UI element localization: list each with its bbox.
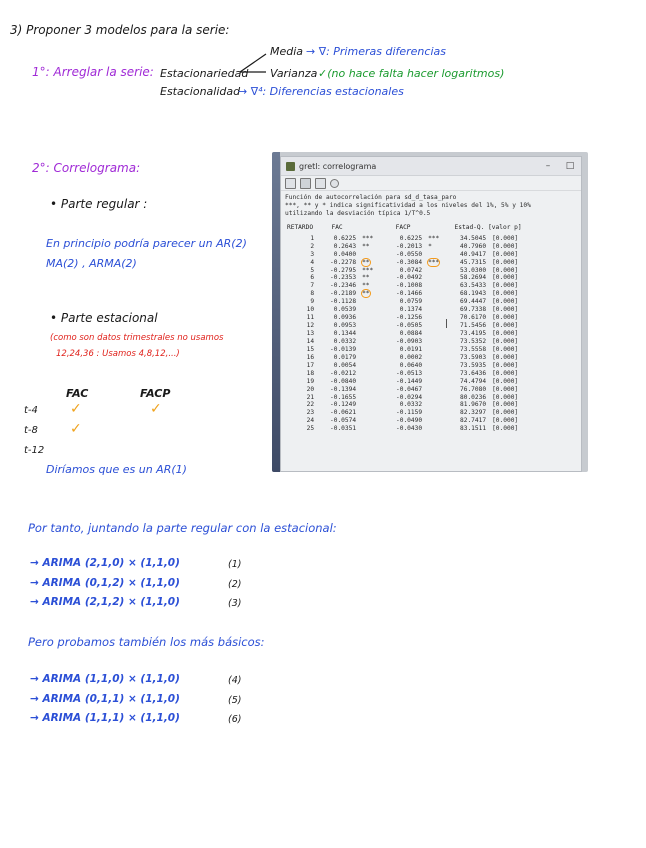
facp-sig-cell — [425, 282, 449, 290]
regular-line1: En principio podría parecer un AR(2) — [46, 237, 247, 250]
lag-cell: 4 — [310, 258, 315, 266]
fac-cell: -0.2189 — [330, 290, 357, 298]
acf-row — [285, 362, 529, 370]
q-cell: 83.1511 — [460, 425, 487, 433]
facp-cell: -0.0430 — [396, 425, 423, 433]
acf-row — [285, 267, 529, 275]
fac-sig-cell — [359, 370, 383, 378]
lag-cell: 13 — [306, 330, 315, 337]
facp-cell: -0.0492 — [396, 274, 423, 282]
fac-sig-cell — [359, 330, 383, 338]
q-cell: 40.9417 — [460, 250, 487, 258]
gretl-window — [280, 156, 582, 472]
q-cell: 69.4447 — [460, 298, 487, 306]
lag-cell: 7 — [310, 282, 315, 290]
acf-row — [285, 394, 529, 402]
fac-cell: 0.0179 — [333, 353, 357, 361]
fac-sig-cell — [359, 362, 383, 370]
fac-cell: -0.2346 — [330, 282, 357, 290]
fac-sig-cell — [359, 322, 383, 330]
acf-row — [285, 235, 529, 243]
facp-cell: 0.0884 — [399, 330, 423, 337]
fac-cell: -0.2278 — [330, 258, 357, 266]
fac-cell: -0.1128 — [330, 298, 357, 306]
text-cursor — [446, 319, 447, 328]
facp-cell: -0.0467 — [396, 385, 423, 393]
fac-cell: 0.0400 — [333, 250, 357, 258]
fac-sig-cell — [359, 259, 383, 267]
arrow-icon: → — [30, 712, 43, 724]
highlight-circle: ** — [362, 258, 370, 266]
facp-sig-cell: * — [428, 242, 432, 250]
highlight-circle: ** — [362, 290, 370, 298]
conclusion: Diríamos que es un AR(1) — [46, 463, 187, 476]
lag-cell: 15 — [306, 345, 315, 353]
gretl-console — [281, 191, 581, 436]
q-cell: 76.7080 — [460, 385, 487, 393]
estacionariedad-label: Estacionariedad — [160, 67, 249, 80]
basic-num-6: (6) — [228, 714, 242, 725]
facp-sig-cell — [425, 267, 449, 275]
maximize-button[interactable]: □ — [565, 161, 575, 171]
fac-sig-cell — [359, 298, 383, 306]
combine-num-3: (3) — [228, 598, 242, 609]
acf-row — [285, 354, 529, 362]
pvalue-cell: [0.000] — [492, 330, 519, 337]
check-facp-t4: ✓ — [150, 401, 162, 417]
pvalue-cell: [0.000] — [492, 377, 519, 385]
fac-cell: -0.0139 — [330, 345, 357, 353]
fac-sig-cell — [359, 386, 383, 394]
lag-cell: 19 — [306, 377, 315, 385]
save-icon[interactable] — [285, 178, 296, 189]
pvalue-cell: [0.000] — [492, 361, 519, 369]
pvalue-cell: [0.000] — [492, 290, 519, 298]
copy-icon[interactable] — [315, 178, 326, 189]
lag-cell: 3 — [310, 250, 315, 258]
lag-cell: 16 — [306, 353, 315, 361]
pvalue-cell: [0.000] — [492, 417, 519, 425]
fac-cell: -0.1249 — [330, 401, 357, 409]
acf-table — [285, 224, 529, 434]
facp-sig-cell — [425, 401, 449, 409]
q-cell: 80.0236 — [460, 393, 487, 401]
fac-sig-cell: ** — [362, 274, 370, 282]
pvalue-cell: [0.000] — [492, 314, 519, 322]
facp-sig-cell — [425, 362, 449, 370]
pvalue-cell: [0.000] — [492, 385, 519, 393]
pvalue-cell: [0.000] — [492, 353, 519, 361]
fac-cell: 0.1344 — [333, 330, 357, 337]
facp-cell: -0.0490 — [396, 417, 423, 425]
seasonal-note1: (como son datos trimestrales no usamos — [50, 333, 224, 343]
acf-row — [285, 409, 529, 417]
step2-label: 2°: Correlograma: — [32, 161, 141, 175]
lag-cell: 23 — [306, 409, 315, 417]
facp-sig-cell — [425, 298, 449, 306]
q-cell: 71.5456 — [460, 322, 487, 330]
fac-sig-cell — [359, 251, 383, 259]
facp-cell: 0.0759 — [399, 298, 423, 306]
gretl-app-icon — [286, 162, 295, 171]
acf-row — [285, 274, 529, 282]
pvalue-cell: [0.000] — [492, 234, 519, 242]
q-cell: 68.1943 — [460, 290, 487, 298]
pvalue-cell: [0.000] — [492, 337, 519, 345]
facp-cell: -0.2013 — [396, 242, 423, 250]
lag-cell: 12 — [306, 322, 315, 330]
facp-cell: 0.0002 — [399, 353, 423, 361]
col-estad-q: Estad-Q. [valor p] — [454, 223, 522, 231]
arrow-icon: → — [30, 693, 43, 705]
console-line-1: Función de autocorrelación para sd_d_tasa_paro — [285, 194, 457, 201]
fac-cell: 0.0054 — [333, 361, 357, 369]
facp-sig-cell — [425, 346, 449, 354]
arrow-icon: → — [30, 673, 43, 685]
pvalue-cell: [0.000] — [492, 250, 519, 258]
lag-cell: 9 — [310, 298, 315, 306]
basic-title: Pero probamos también los más básicos: — [28, 635, 265, 649]
acf-row — [285, 251, 529, 259]
facp-sig-cell — [425, 370, 449, 378]
basic-model-6: → ARIMA (1,1,1) × (1,1,0) — [30, 712, 180, 724]
q-cell: 73.4195 — [460, 330, 487, 337]
acf-row — [285, 425, 529, 433]
q-cell: 73.5352 — [460, 337, 487, 345]
combine-num-2: (2) — [228, 579, 242, 590]
photo-edge — [272, 152, 280, 472]
fac-cell: -0.0574 — [330, 417, 357, 425]
regular-title: • Parte regular : — [50, 197, 148, 211]
facp-cell: -0.1256 — [396, 314, 423, 322]
step1-label: 1°: Arreglar la serie: — [32, 65, 154, 79]
lag-cell: 10 — [306, 306, 315, 314]
lag-t4: t-4 — [24, 405, 38, 416]
combine-title: Por tanto, juntando la parte regular con la estacional: — [28, 521, 337, 535]
check-fac-t8: ✓ — [70, 421, 82, 437]
facp-sig-cell — [425, 338, 449, 346]
acf-row — [285, 306, 529, 314]
lag-cell: 8 — [310, 290, 315, 298]
facp-sig-cell — [425, 251, 449, 259]
facp-cell: -0.1159 — [396, 409, 423, 417]
facp-cell: -0.3084 — [396, 258, 423, 266]
check-fac-t4: ✓ — [70, 401, 82, 417]
col-facp-sig — [425, 224, 449, 235]
q-cell: 58.2694 — [460, 274, 487, 282]
regular-line2: MA(2) , ARMA(2) — [46, 257, 137, 270]
fac-cell: 0.0539 — [333, 306, 357, 314]
fac-sig-cell — [359, 290, 383, 298]
facp-cell: -0.0294 — [396, 393, 423, 401]
fac-header: FAC — [66, 387, 89, 400]
facp-cell: 0.6225 — [399, 234, 423, 242]
facp-sig-cell — [425, 425, 449, 433]
facp-cell: -0.1466 — [396, 290, 423, 298]
basic-num-4: (4) — [228, 675, 242, 686]
acf-row — [285, 314, 529, 322]
estacionalidad-arrow-text: → ∇⁴: Diferencias estacionales — [238, 85, 404, 98]
lag-t8: t-8 — [24, 425, 38, 436]
estacionalidad-label: Estacionalidad — [160, 85, 241, 98]
search-icon[interactable] — [330, 179, 339, 188]
fac-cell: -0.0840 — [330, 377, 357, 385]
lag-cell: 11 — [306, 314, 315, 322]
minimize-button[interactable]: – — [545, 161, 551, 171]
branch-lines — [238, 50, 270, 82]
fac-sig-cell — [359, 378, 383, 386]
facp-sig-cell — [425, 306, 449, 314]
pvalue-cell: [0.000] — [492, 369, 519, 377]
page-title: 3) Proponer 3 modelos para la serie: — [10, 23, 230, 37]
fac-sig-cell: *** — [362, 266, 374, 274]
facp-cell: -0.0550 — [396, 250, 423, 258]
facp-sig-cell — [425, 259, 449, 267]
lag-cell: 20 — [306, 385, 315, 393]
pvalue-cell: [0.000] — [492, 266, 519, 274]
fac-cell: 0.6225 — [333, 234, 357, 242]
q-cell: 82.7417 — [460, 417, 487, 425]
console-line-2: ***, ** y * indica significatividad a los niveles del 1%, 5% y 10% — [285, 202, 531, 210]
gretl-toolbar — [281, 176, 581, 191]
arrow-icon: → — [30, 596, 43, 608]
varianza-label: Varianza — [270, 67, 318, 80]
arrow-icon: → — [30, 577, 43, 589]
q-cell: 82.3297 — [460, 409, 487, 417]
acf-header-row — [285, 224, 529, 235]
pvalue-cell: [0.000] — [492, 425, 519, 433]
lag-cell: 21 — [306, 393, 315, 401]
q-cell: 53.0300 — [460, 266, 487, 274]
q-cell: 45.7315 — [460, 258, 487, 266]
pvalue-cell: [0.000] — [492, 298, 519, 306]
facp-sig-cell — [425, 378, 449, 386]
q-cell: 73.5935 — [460, 361, 487, 369]
lag-cell: 2 — [310, 242, 315, 250]
q-cell: 81.9670 — [460, 401, 487, 409]
pvalue-cell: [0.000] — [492, 282, 519, 290]
pvalue-cell: [0.000] — [492, 258, 519, 266]
acf-row — [285, 282, 529, 290]
basic-model-5: → ARIMA (0,1,1) × (1,1,0) — [30, 693, 180, 705]
arrow-icon: → — [30, 557, 43, 569]
acf-row — [285, 330, 529, 338]
acf-row — [285, 417, 529, 425]
facp-cell: -0.0505 — [396, 322, 423, 330]
col-fac: FAC — [331, 223, 343, 231]
fac-sig-cell — [359, 346, 383, 354]
q-cell: 40.7960 — [460, 242, 487, 250]
varianza-note: ✓(no hace falta hacer logaritmos) — [318, 67, 505, 80]
facp-cell: 0.0332 — [399, 401, 423, 409]
lag-cell: 18 — [306, 369, 315, 377]
lag-t12: t-12 — [24, 445, 45, 456]
pvalue-cell: [0.000] — [492, 306, 519, 314]
fac-sig-cell — [359, 306, 383, 314]
fac-sig-cell — [359, 409, 383, 417]
acf-row — [285, 346, 529, 354]
fac-cell: 0.0332 — [333, 337, 357, 345]
acf-row — [285, 338, 529, 346]
col-retardo: RETARDO — [287, 223, 314, 231]
acf-row — [285, 378, 529, 386]
gretl-screenshot — [272, 152, 588, 472]
fac-sig-cell — [359, 425, 383, 433]
seasonal-title: • Parte estacional — [50, 311, 158, 325]
facp-sig-cell — [425, 274, 449, 282]
q-cell: 34.5045 — [460, 234, 487, 242]
pvalue-cell: [0.000] — [492, 401, 519, 409]
facp-cell: -0.0903 — [396, 337, 423, 345]
fac-cell: -0.0351 — [330, 425, 357, 433]
basic-model-4: → ARIMA (1,1,0) × (1,1,0) — [30, 673, 180, 685]
fac-sig-cell — [359, 354, 383, 362]
seasonal-note2: 12,24,36 : Usamos 4,8,12,...) — [56, 349, 180, 359]
fac-cell: -0.1394 — [330, 385, 357, 393]
lag-cell: 5 — [310, 266, 315, 274]
fac-sig-cell — [359, 401, 383, 409]
facp-cell: -0.1449 — [396, 377, 423, 385]
facp-sig-cell — [425, 417, 449, 425]
q-cell: 74.4794 — [460, 377, 487, 385]
fac-cell: 0.0936 — [333, 314, 357, 322]
fac-cell: -0.0621 — [330, 409, 357, 417]
lag-cell: 22 — [306, 401, 315, 409]
basic-num-5: (5) — [228, 695, 242, 706]
fac-cell: -0.2353 — [330, 274, 357, 282]
facp-cell: -0.0513 — [396, 369, 423, 377]
fac-cell: -0.1655 — [330, 393, 357, 401]
facp-sig-cell — [425, 394, 449, 402]
fac-cell: 0.2643 — [333, 242, 357, 250]
q-cell: 73.5903 — [460, 353, 487, 361]
facp-cell: -0.1008 — [396, 282, 423, 290]
facp-cell: 0.0640 — [399, 361, 423, 369]
lag-cell: 24 — [306, 417, 315, 425]
facp-header: FACP — [140, 387, 171, 400]
fac-cell: -0.0212 — [330, 369, 357, 377]
lag-cell: 25 — [306, 425, 315, 433]
lag-cell: 1 — [310, 234, 315, 242]
acf-row — [285, 386, 529, 394]
pvalue-cell: [0.000] — [492, 274, 519, 282]
fac-cell: -0.2795 — [330, 266, 357, 274]
combine-num-1: (1) — [228, 559, 242, 570]
acf-row — [285, 243, 529, 251]
acf-row — [285, 290, 529, 298]
gretl-titlebar — [281, 157, 581, 176]
facp-sig-cell — [425, 330, 449, 338]
lag-cell: 6 — [310, 274, 315, 282]
acf-row — [285, 370, 529, 378]
q-cell: 69.7338 — [460, 306, 487, 314]
q-cell: 73.6436 — [460, 369, 487, 377]
fac-cell: 0.0953 — [333, 322, 357, 330]
acf-body — [285, 235, 529, 433]
facp-cell: 0.1374 — [399, 306, 423, 314]
fac-sig-cell — [359, 417, 383, 425]
facp-sig-cell: *** — [428, 234, 440, 242]
acf-row — [285, 259, 529, 267]
highlight-circle: *** — [428, 258, 440, 266]
fac-sig-cell — [359, 338, 383, 346]
pvalue-cell: [0.000] — [492, 409, 519, 417]
fac-sig-cell: ** — [362, 242, 370, 250]
facp-sig-cell — [425, 409, 449, 417]
combine-model-1: → ARIMA (2,1,0) × (1,1,0) — [30, 557, 180, 569]
pvalue-cell: [0.000] — [492, 242, 519, 250]
pvalue-cell: [0.000] — [492, 322, 519, 330]
acf-row — [285, 322, 529, 330]
facp-cell: 0.0742 — [399, 266, 423, 274]
fac-sig-cell — [359, 314, 383, 322]
fac-sig-cell: ** — [362, 282, 370, 290]
print-icon[interactable] — [300, 178, 311, 189]
acf-row — [285, 401, 529, 409]
fac-sig-cell — [359, 394, 383, 402]
media-arrow-text: → ∇: Primeras diferencias — [306, 45, 446, 58]
col-fac-sig — [359, 224, 383, 235]
q-cell: 63.5433 — [460, 282, 487, 290]
lag-cell: 17 — [306, 361, 315, 369]
q-cell: 73.5558 — [460, 345, 487, 353]
pvalue-cell: [0.000] — [492, 393, 519, 401]
facp-cell: 0.0191 — [399, 345, 423, 353]
lag-cell: 14 — [306, 337, 315, 345]
fac-sig-cell: *** — [362, 234, 374, 242]
acf-row — [285, 298, 529, 306]
console-line-3: utilizando la desviación típica 1/T^0.5 — [285, 210, 431, 218]
gretl-window-title: gretl: correlograma — [299, 161, 377, 171]
facp-sig-cell — [425, 290, 449, 298]
pvalue-cell: [0.000] — [492, 345, 519, 353]
facp-sig-cell — [425, 354, 449, 362]
q-cell: 70.6170 — [460, 314, 487, 322]
combine-model-3: → ARIMA (2,1,2) × (1,1,0) — [30, 596, 180, 608]
col-facp: FACP — [395, 223, 411, 231]
combine-model-2: → ARIMA (0,1,2) × (1,1,0) — [30, 577, 180, 589]
facp-sig-cell — [425, 386, 449, 394]
media-label: Media — [270, 45, 304, 58]
